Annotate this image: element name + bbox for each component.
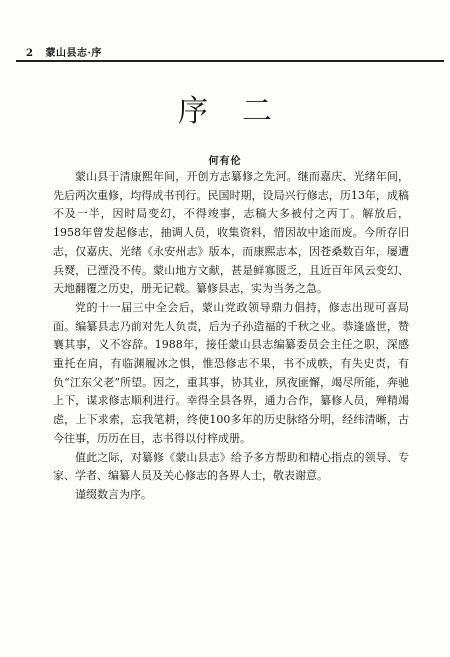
page-number: 2 xyxy=(26,48,34,59)
preface-body xyxy=(53,168,409,505)
preface-title: 序二 xyxy=(178,94,306,129)
paragraph-2: 党的十一届三中全会后，蒙山党政领导鼎力倡持，修志出现可喜局面。编纂县志乃前对先人负责，后为子孙造福的千秋之业。恭逢盛世，赞襄其事，义不容辞。1988年，接任蒙山县志编纂委员会主任之职，深感重托在肩，有临渊履冰之惧，惟恐修志不果，书不成帙，有失史责，有负“江东父老”所望。因之，重其事，协其业，夙夜匪懈，竭尽所能，奔驰上下，谋求修志顺利进行。幸得全县各界，通力合作，纂修人员，殚精竭虑，上下求索，忘我笔耕，终使100多年的历史脉络分明，经纬清晰，古今往事，历历在目，志书得以付梓成册。 xyxy=(53,300,409,445)
paragraph-1: 蒙山县于清康熙年间，开创方志纂修之先河。继而嘉庆、光绪年间，先后两次重修，均得成书刊行。民国时期，设局兴行修志，历13年，成稿不及一半，因时局变幻，不得竣事，志稿大多被付之丙丁。解放后，1958年曾发起修志，抽调人员，收集资料，惜因故中途而废。今所存旧志，仅嘉庆、光绪《永安州志》版本，而康熙志本，因苍桑数百年，屡遭兵燹，已湮没不传。蒙山地方文献，甚是鲜寡匮乏，且近百年风云变幻、天地翻覆之历史，册无记载。纂修县志，实为当务之急。 xyxy=(53,170,409,296)
running-head-title: 蒙山县志·序 xyxy=(45,48,102,59)
author-name: 何有伦 xyxy=(208,156,242,167)
paragraph-4: 谨缀数言为序。 xyxy=(75,487,152,501)
header-rule xyxy=(16,60,444,62)
paragraph-3: 值此之际，对纂修《蒙山县志》给予多方帮助和精心指点的领导、专家、学者、编纂人员及关心修志的各界人士，敬表谢意。 xyxy=(53,450,409,483)
running-head xyxy=(26,44,102,59)
